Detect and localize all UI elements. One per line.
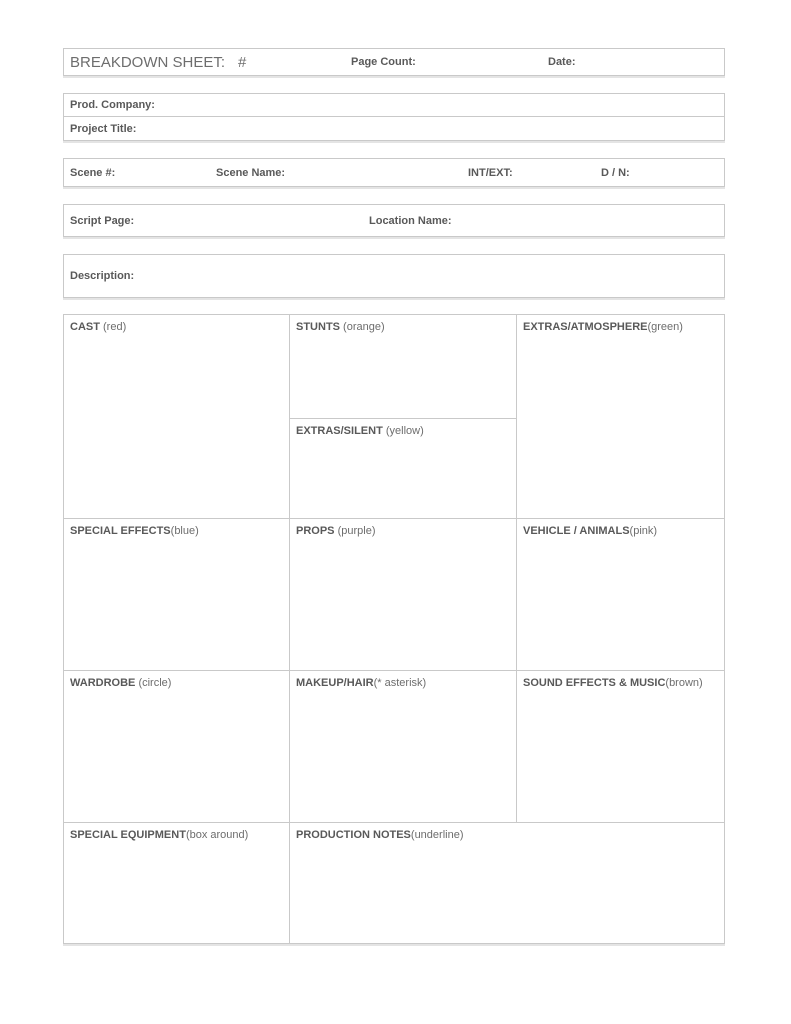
stunts-cell: [290, 315, 516, 419]
wardrobe-heading: [70, 676, 283, 690]
prod-company-label: Prod. Company:: [70, 99, 155, 111]
cast-cell: [64, 315, 290, 519]
project-title-label: Project Title:: [70, 122, 137, 135]
description-label: Description:: [70, 270, 135, 282]
extras-silent-cell: [290, 419, 516, 518]
scene-info-box: [63, 158, 725, 187]
makeup-hair-cell: [290, 671, 517, 823]
makeup-hair-heading: [296, 676, 510, 690]
cast-hint: (red): [99, 321, 127, 333]
extras-atmosphere-label: EXTRAS/ATMOSPHERE: [523, 321, 648, 333]
special-effects-label: SPECIAL EFFECTS: [70, 525, 171, 537]
stunts-label: STUNTS: [296, 321, 340, 333]
makeup-hair-hint: (* asterisk): [373, 677, 427, 689]
cast-label: CAST: [70, 321, 100, 333]
location-name-label: Location Name:: [369, 214, 452, 227]
description-box: [63, 254, 725, 298]
extras-silent-hint: (yellow): [382, 425, 424, 437]
sound-effects-music-cell: [517, 671, 724, 823]
vehicle-animals-cell: [517, 519, 724, 671]
int-ext-label: INT/EXT:: [468, 166, 513, 179]
special-equipment-cell: [64, 823, 290, 943]
wardrobe-cell: [64, 671, 290, 823]
props-hint: (purple): [334, 525, 376, 537]
stunts-extras-silent-cell: [290, 315, 517, 519]
page-count-label: Page Count:: [351, 56, 416, 68]
day-night-label: D / N:: [601, 166, 630, 179]
scene-number-label: Scene #:: [70, 166, 116, 179]
extras-silent-label: EXTRAS/SILENT: [296, 425, 383, 437]
project-title-row: [64, 117, 724, 140]
script-location-box: [63, 204, 725, 237]
stunts-hint: (orange): [340, 321, 385, 333]
production-notes-cell: [290, 823, 724, 943]
extras-atmosphere-hint: (green): [647, 321, 683, 333]
special-equipment-hint: (box around): [185, 829, 249, 841]
scene-name-label: Scene Name:: [216, 166, 286, 179]
props-cell: [290, 519, 517, 671]
makeup-hair-label: MAKEUP/HAIR: [296, 677, 374, 689]
wardrobe-hint: (circle): [135, 677, 172, 689]
vehicle-animals-label: VEHICLE / ANIMALS: [523, 525, 630, 537]
wardrobe-label: WARDROBE: [70, 677, 136, 689]
cast-heading: [70, 320, 283, 334]
extras-silent-heading: [296, 424, 510, 438]
special-equipment-label: SPECIAL EQUIPMENT: [70, 829, 186, 841]
sound-effects-music-label: SOUND EFFECTS & MUSIC: [523, 677, 666, 689]
extras-atmosphere-cell: [517, 315, 724, 519]
special-effects-heading: [70, 524, 283, 538]
sheet-title: BREAKDOWN SHEET:: [70, 53, 226, 71]
production-info-box: [63, 93, 725, 141]
sound-effects-music-hint: (brown): [665, 677, 703, 689]
production-notes-heading: [296, 828, 718, 842]
sheet-header-box: [63, 48, 725, 76]
vehicle-animals-heading: [523, 524, 718, 538]
category-grid: [63, 314, 725, 944]
production-notes-label: PRODUCTION NOTES: [296, 829, 411, 841]
props-label: PROPS: [296, 525, 335, 537]
breakdown-sheet: [63, 0, 725, 944]
special-effects-hint: (blue): [170, 525, 199, 537]
production-notes-hint: (underline): [410, 829, 464, 841]
stunts-heading: [296, 320, 510, 334]
props-heading: [296, 524, 510, 538]
extras-atmosphere-heading: [523, 320, 718, 334]
script-page-label: Script Page:: [70, 214, 135, 227]
special-equipment-heading: [70, 828, 283, 842]
date-label: Date:: [548, 56, 576, 68]
sheet-number-sign: #: [238, 53, 247, 71]
special-effects-cell: [64, 519, 290, 671]
vehicle-animals-hint: (pink): [629, 525, 658, 537]
prod-company-row: [64, 94, 724, 117]
sound-effects-music-heading: [523, 676, 718, 690]
